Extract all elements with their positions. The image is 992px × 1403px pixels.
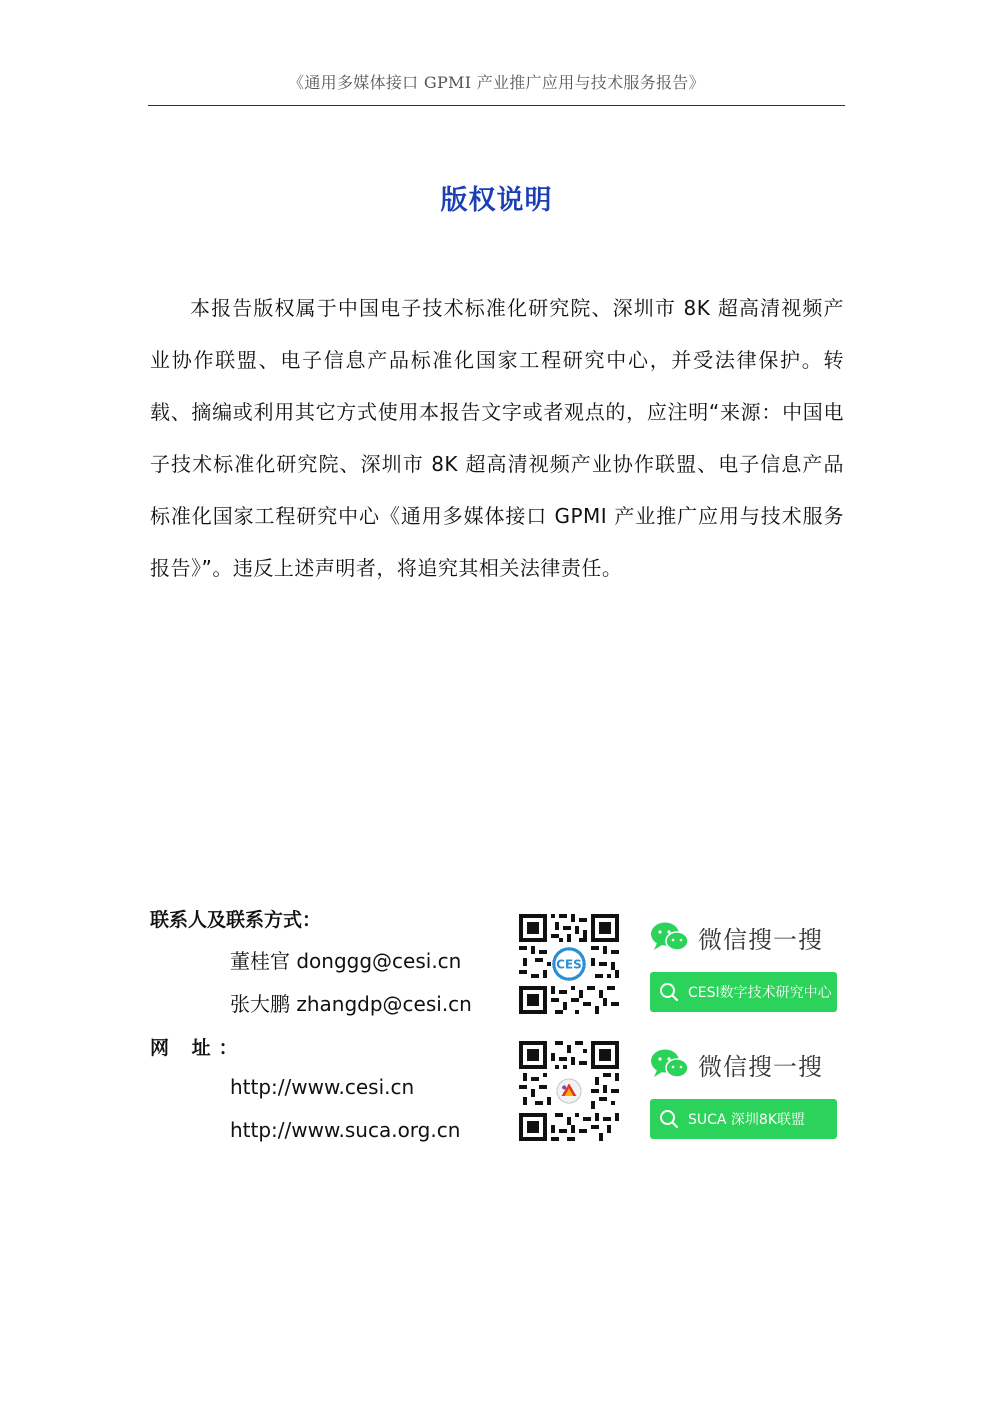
contact-person: 董桂官 donggg@cesi.cn	[230, 949, 462, 973]
website-link[interactable]: http://www.cesi.cn	[230, 1075, 415, 1099]
wechat-search-button[interactable]	[650, 972, 837, 1012]
website-heading: 网 址：	[150, 1037, 246, 1059]
contact-person: 张大鹏 zhangdp@cesi.cn	[230, 992, 472, 1016]
wechat-search-text: 微信搜一搜	[698, 925, 823, 954]
qr-code[interactable]	[519, 1041, 619, 1141]
contact-heading: 联系人及联系方式：	[150, 909, 322, 931]
wechat-icon	[650, 920, 690, 954]
page-title: 版权说明	[440, 185, 553, 216]
copyright-paragraph: 本报告版权属于中国电子技术标准化研究院、深圳市 8K 超高清视频产业协作联盟、电子信息产品标准化国家工程研究中心，并受法律保护。转载、摘编或利用其它方式使用本报告文字或者观点的，应注明“来源：中国电子技术标准化研究院、深圳市 8K 超高清视频产业协作联盟、电子信息产品标准化国家工程研究中心《通用多媒体接口 GPMI 产业推广应用与技术服务报告》”。违反上述声明者，将追究其相关法律责任。	[150, 296, 844, 580]
running-header: 《通用多媒体接口 GPMI 产业推广应用与技术服务报告》	[288, 73, 705, 92]
wechat-icon	[650, 1047, 690, 1081]
wechat-search-label	[650, 917, 823, 957]
wechat-search-button[interactable]	[650, 1099, 837, 1139]
qr-code[interactable]	[519, 914, 619, 1014]
wechat-search-label	[650, 1044, 823, 1084]
search-icon	[658, 981, 680, 1003]
search-icon	[658, 1108, 680, 1130]
wechat-search-text: 微信搜一搜	[698, 1052, 823, 1081]
website-link[interactable]: http://www.suca.org.cn	[230, 1118, 461, 1142]
qr-badge: CES	[556, 957, 582, 972]
header-divider	[148, 105, 845, 106]
wechat-account-name: SUCA 深圳8K联盟	[688, 1112, 806, 1128]
wechat-account-name: CESI数字技术研究中心	[688, 985, 832, 1001]
